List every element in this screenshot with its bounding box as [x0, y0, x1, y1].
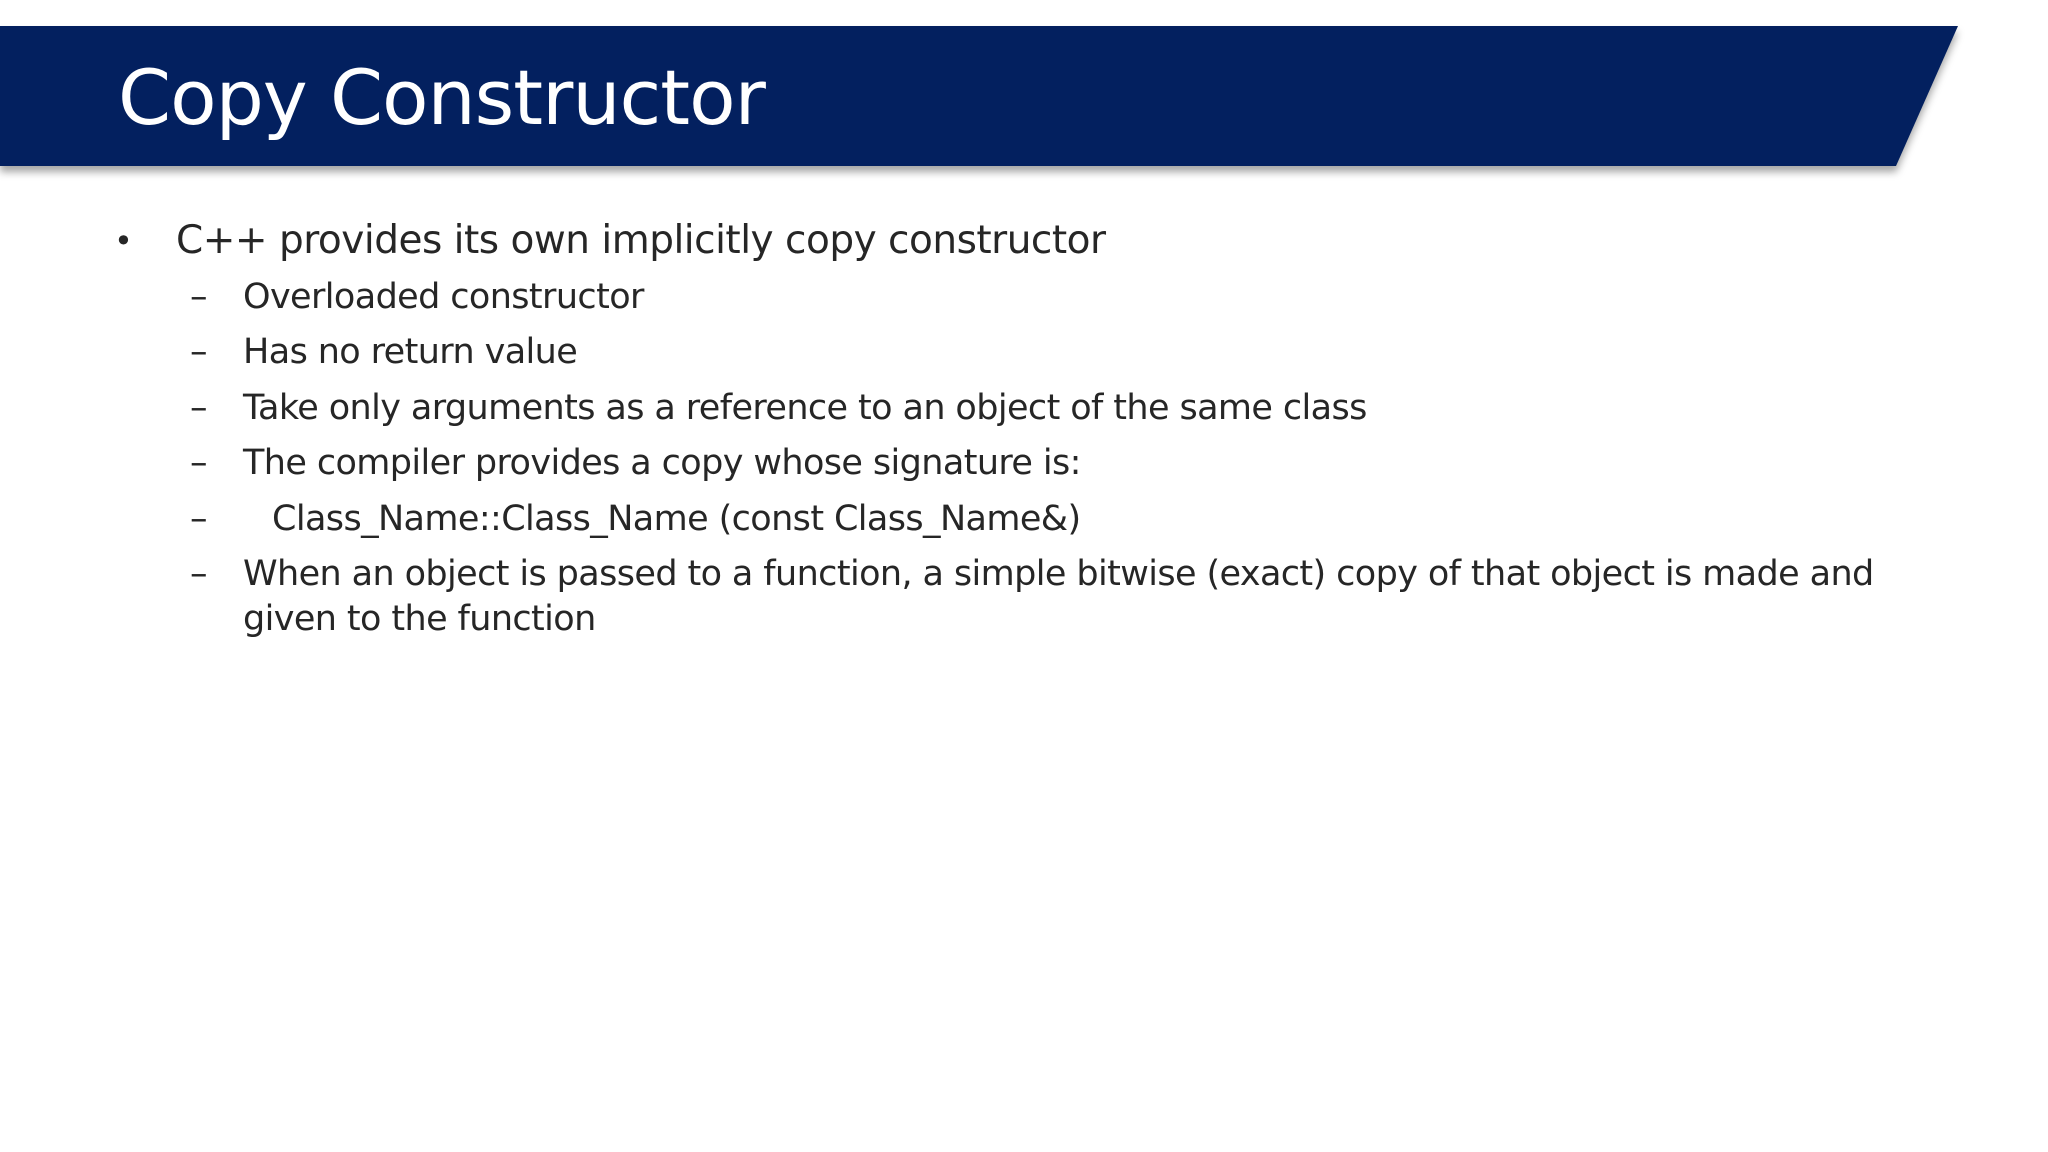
sub-bullet-marker: – — [190, 443, 207, 483]
sub-bullet-marker: – — [190, 554, 207, 594]
sub-bullet-marker: – — [190, 499, 207, 539]
sub-bullet-text: Overloaded constructor — [243, 277, 644, 317]
code-signature-text: Class_Name::Class_Name (const Class_Name&) — [272, 499, 1081, 539]
sub-bullet-text: When an object is passed to a function, a simple bitwise (exact) copy of that object is made and given to the function — [243, 554, 1874, 639]
sub-bullet-text: Has no return value — [243, 332, 578, 372]
slide-title: Copy Constructor — [118, 53, 765, 142]
sub-bullet-marker: – — [190, 332, 207, 372]
sub-bullet-marker: – — [190, 277, 207, 317]
sub-bullet-text: Take only arguments as a reference to an object of the same class — [243, 388, 1367, 428]
sub-bullet-text: The compiler provides a copy whose signature is: — [243, 443, 1081, 483]
sub-bullet-marker: – — [190, 388, 207, 428]
bullet-text: C++ provides its own implicitly copy constructor — [176, 218, 1106, 263]
bullet-marker: • — [114, 222, 133, 260]
